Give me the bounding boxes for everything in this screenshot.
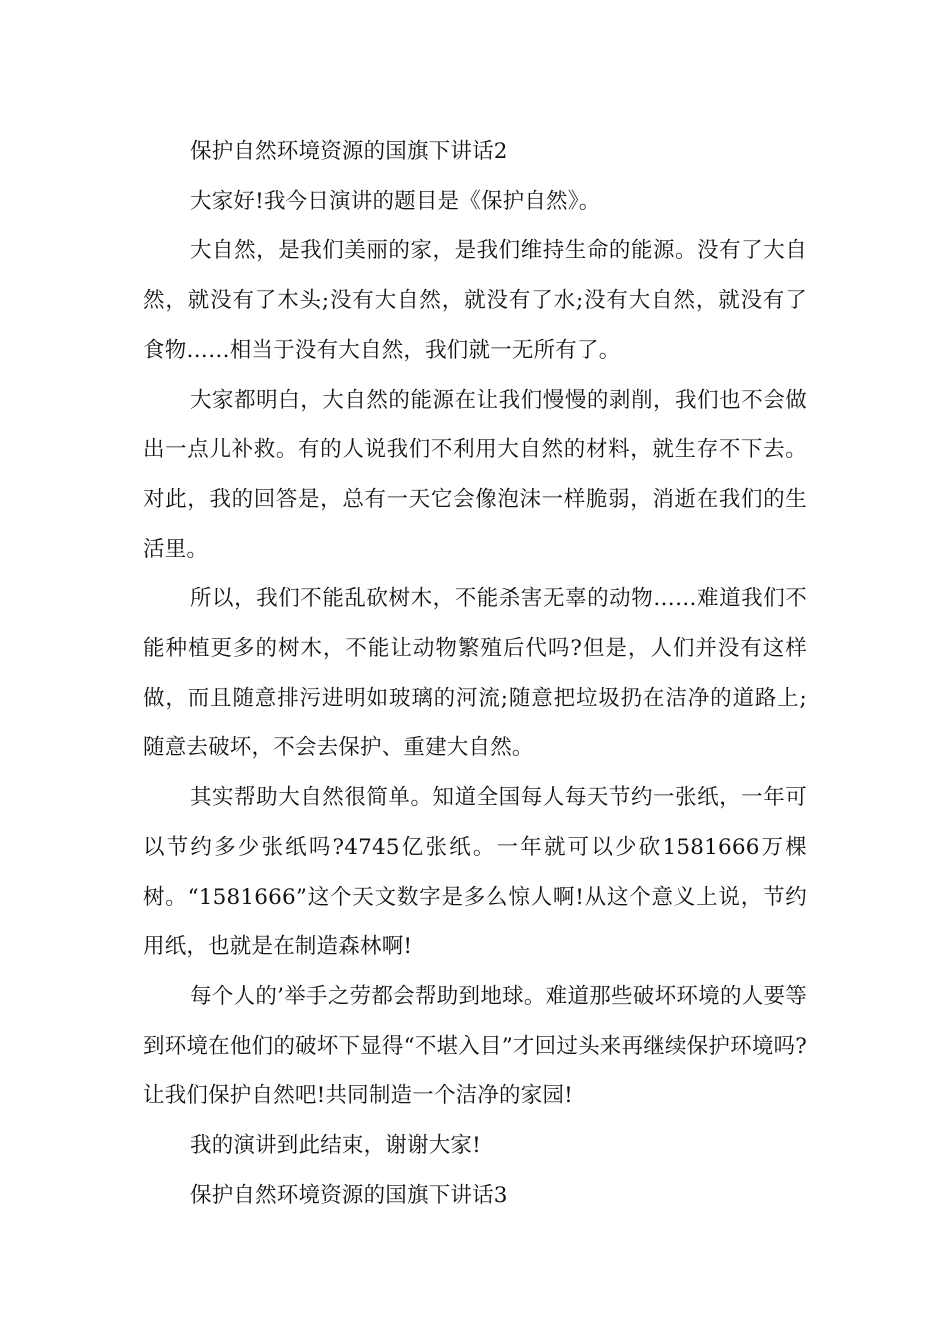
- closing-paragraph: 我的演讲到此结束，谢谢大家!: [190, 1133, 481, 1159]
- document-body: [143, 127, 807, 1220]
- greeting-paragraph: 大家好!我今日演讲的题目是《保护自然》。: [190, 188, 601, 214]
- body-paragraph: 大家都明白，大自然的能源在让我们慢慢的剥削，我们也不会做出一点儿补救。有的人说我们不利用大自然的材料，就生存不下去。对此，我的回答是，总有一天它会像泡沫一样脆弱，消逝在我们的生活里。: [143, 387, 807, 562]
- section-title: 保护自然环境资源的国旗下讲话2: [190, 139, 508, 164]
- body-paragraph: 大自然，是我们美丽的家，是我们维持生命的能源。没有了大自然，就没有了木头;没有大自然，就没有了水;没有大自然，就没有了食物……相当于没有大自然，我们就一无所有了。: [143, 238, 807, 363]
- body-paragraph: 其实帮助大自然很简单。知道全国每人每天节约一张纸，一年可以节约多少张纸吗?4745亿张纸。一年就可以少砍1581666万棵树。“1581666”这个天文数字是多么惊人啊!从这个意义上说，节约用纸，也就是在制造森林啊!: [143, 785, 807, 960]
- section-title: 保护自然环境资源的国旗下讲话3: [190, 1182, 508, 1208]
- body-paragraph: 每个人的’举手之劳都会帮助到地球。难道那些破坏环境的人要等到环境在他们的破坏下显得“不堪入目”才回过头来再继续保护环境吗?让我们保护自然吧!共同制造一个洁净的家园!: [143, 983, 807, 1109]
- body-paragraph: 所以，我们不能乱砍树木，不能杀害无辜的动物……难道我们不能种植更多的树木，不能让动物繁殖后代吗?但是，人们并没有这样做，而且随意排污进明如玻璃的河流;随意把垃圾扔在洁净的道路上;随意去破坏，不会去保护、重建大自然。: [143, 586, 807, 761]
